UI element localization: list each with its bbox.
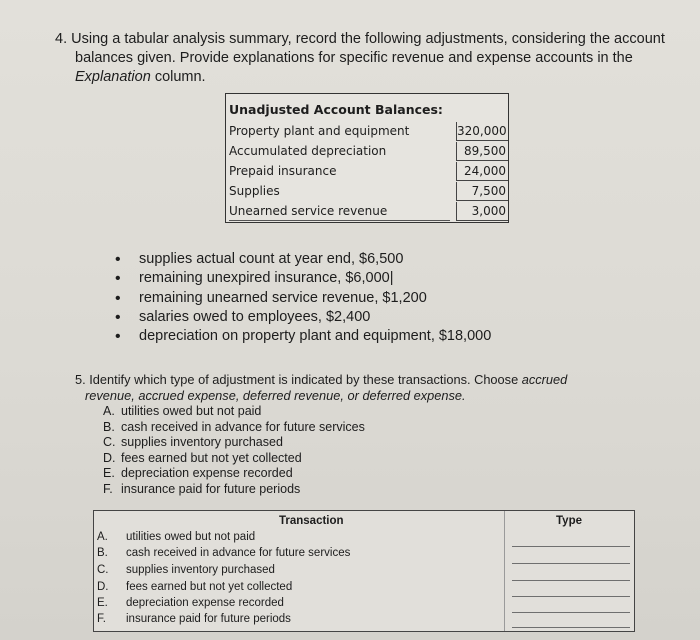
question-5-number: 5. bbox=[75, 372, 86, 387]
row-letter: D. bbox=[97, 581, 109, 593]
question-4-prompt bbox=[55, 30, 685, 87]
question-4-line-2: balances given. Provide explanations for specific revenue and expense accounts in the bbox=[75, 50, 633, 66]
row-transaction: supplies inventory purchased bbox=[126, 564, 275, 576]
type-answer-cell[interactable] bbox=[512, 582, 630, 597]
item-text: insurance paid for future periods bbox=[121, 481, 301, 496]
unadjusted-balances-table bbox=[225, 93, 509, 223]
row-underline bbox=[229, 220, 450, 221]
transaction-header: Transaction bbox=[279, 515, 344, 527]
question-5-line-1-italic: accrued bbox=[521, 372, 568, 387]
row-transaction: utilities owed but not paid bbox=[126, 531, 256, 543]
list-item bbox=[103, 420, 365, 436]
table-row bbox=[94, 546, 494, 562]
item-text: utilities owed but not paid bbox=[121, 404, 262, 418]
question-5-prompt bbox=[75, 372, 685, 403]
list-item bbox=[103, 435, 365, 451]
item-letter: E. bbox=[103, 466, 115, 480]
table-row bbox=[94, 530, 494, 546]
adjustment-item: • remaining unearned service revenue, $1,200 bbox=[115, 289, 491, 308]
balance-row bbox=[229, 122, 508, 141]
adjustment-item: • depreciation on property plant and equipment, $18,000 bbox=[115, 327, 491, 346]
row-transaction: depreciation expense recorded bbox=[126, 597, 284, 609]
balance-amount: 320,000 bbox=[456, 122, 508, 141]
balance-amount: 7,500 bbox=[456, 182, 508, 201]
balances-heading: Unadjusted Account Balances: bbox=[229, 102, 443, 117]
item-text: fees earned but not yet collected bbox=[121, 450, 302, 465]
item-letter: C. bbox=[103, 435, 116, 449]
adjustments-list bbox=[115, 250, 491, 346]
balance-row bbox=[229, 202, 508, 221]
balance-account-name: Property plant and equipment bbox=[229, 124, 410, 138]
explanation-word: Explanation bbox=[75, 69, 151, 85]
balance-account-name: Prepaid insurance bbox=[229, 164, 337, 178]
balance-amount: 89,500 bbox=[456, 142, 508, 161]
question-4-line-3-rest: column. bbox=[154, 69, 206, 85]
item-letter: F. bbox=[103, 481, 113, 496]
list-item bbox=[103, 466, 365, 482]
type-answer-cell[interactable] bbox=[512, 566, 630, 581]
adjustment-item: • salaries owed to employees, $2,400 bbox=[115, 308, 491, 327]
question-5-items bbox=[103, 404, 365, 497]
balance-amount: 24,000 bbox=[456, 162, 508, 181]
list-item bbox=[103, 482, 365, 498]
row-letter: C. bbox=[97, 564, 109, 576]
table-row bbox=[94, 563, 494, 579]
question-4-line-3 bbox=[55, 68, 685, 87]
type-answer-cell[interactable] bbox=[512, 598, 630, 613]
question-5-line-2: revenue, accrued expense, deferred revenue, or deferred expense. bbox=[85, 387, 466, 403]
row-transaction: fees earned but not yet collected bbox=[126, 581, 293, 593]
balance-account-name: Supplies bbox=[229, 184, 280, 198]
list-item bbox=[103, 451, 365, 467]
type-header: Type bbox=[556, 515, 582, 527]
table-row bbox=[94, 612, 494, 628]
balance-amount: 3,000 bbox=[456, 202, 508, 221]
balance-account-name: Accumulated depreciation bbox=[229, 144, 387, 158]
row-letter: E. bbox=[97, 597, 108, 609]
table-row bbox=[94, 596, 494, 612]
item-text: depreciation expense recorded bbox=[121, 466, 293, 480]
item-letter: A. bbox=[103, 404, 115, 418]
question-4-line-1: Using a tabular analysis summary, record the following adjustments, considering the account bbox=[71, 31, 665, 47]
row-transaction: insurance paid for future periods bbox=[126, 613, 291, 625]
type-answer-cell[interactable] bbox=[512, 613, 630, 628]
item-text: cash received in advance for future services bbox=[121, 419, 365, 434]
adjustment-item: • remaining unexpired insurance, $6,000| bbox=[115, 269, 491, 288]
row-transaction: cash received in advance for future services bbox=[126, 547, 351, 559]
question-4-number: 4. bbox=[55, 31, 68, 47]
type-answer-cell[interactable] bbox=[512, 549, 630, 564]
row-letter: F. bbox=[97, 613, 106, 625]
item-text: supplies inventory purchased bbox=[121, 435, 283, 449]
table-row bbox=[94, 580, 494, 596]
balance-account-name: Unearned service revenue bbox=[229, 204, 388, 218]
balance-row bbox=[229, 182, 508, 201]
item-letter: D. bbox=[103, 450, 116, 465]
type-column-divider bbox=[504, 511, 505, 631]
list-item bbox=[103, 404, 365, 420]
row-letter: B. bbox=[97, 547, 108, 559]
balance-row bbox=[229, 142, 508, 161]
balance-row bbox=[229, 162, 508, 181]
adjustment-item: • supplies actual count at year end, $6,500 bbox=[115, 250, 491, 269]
transaction-type-table bbox=[93, 510, 635, 632]
row-letter: A. bbox=[97, 531, 108, 543]
question-5-line-1: Identify which type of adjustment is indicated by these transactions. Choose bbox=[89, 372, 519, 387]
item-letter: B. bbox=[103, 419, 115, 434]
type-answer-cell[interactable] bbox=[512, 532, 630, 547]
